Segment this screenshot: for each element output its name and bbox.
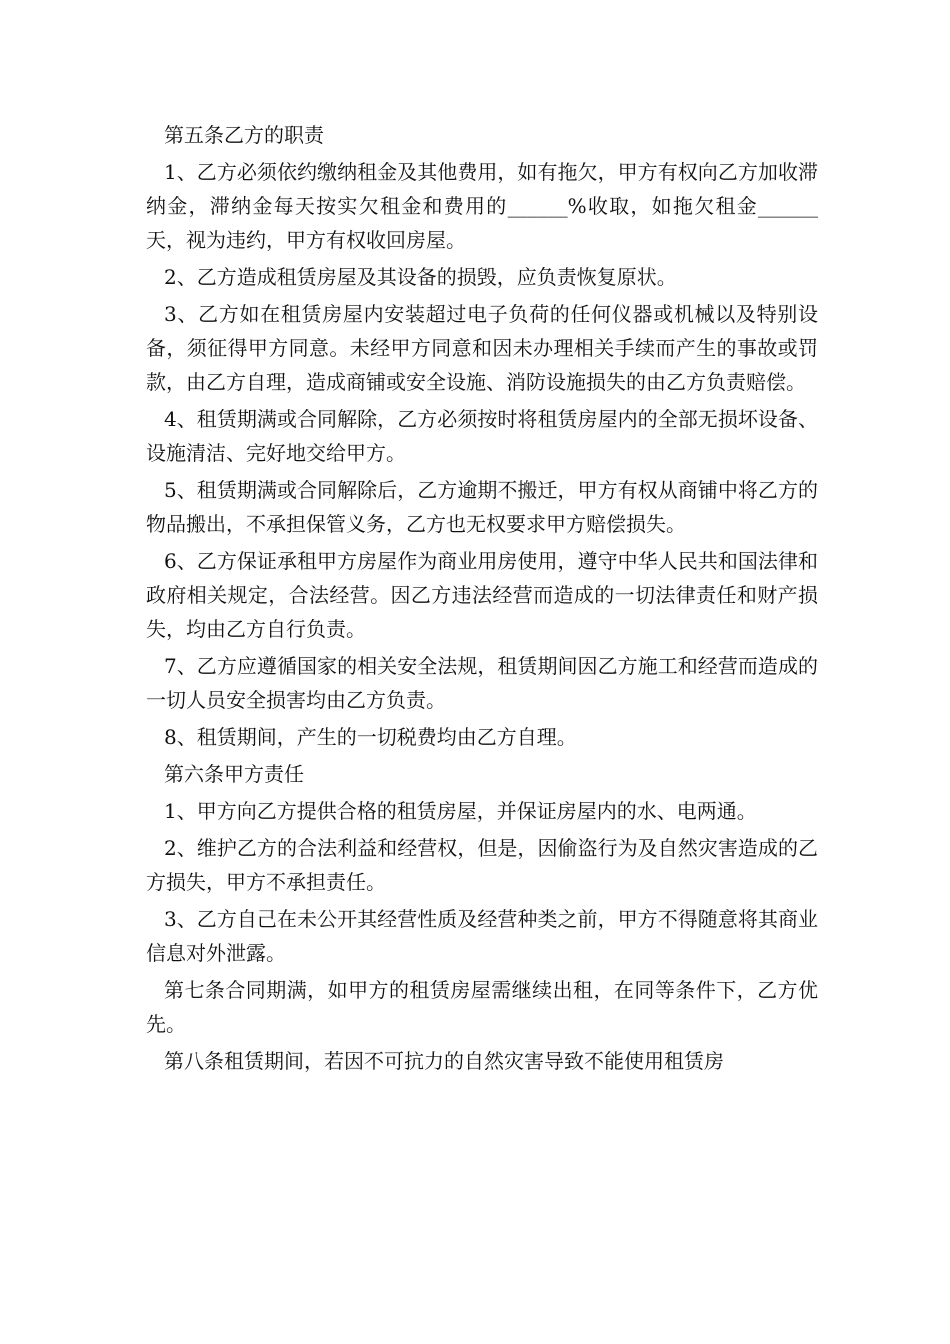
clause-6-2: 2、维护乙方的合法利益和经营权，但是，因偷盗行为及自然灾害造成的乙方损失，甲方不承担责任。 [146,836,818,894]
clause-5-6: 6、乙方保证承租甲方房屋作为商业用房使用，遵守中华人民共和国法律和政府相关规定，合法经营。因乙方违法经营而造成的一切法律责任和财产损失，均由乙方自行负责。 [146,549,818,641]
clause-5-4: 4、租赁期满或合同解除，乙方必须按时将租赁房屋内的全部无损坏设备、设施清洁、完好地交给甲方。 [146,407,818,465]
document-body [146,118,818,1081]
clause-5-8: 8、租赁期间，产生的一切税费均由乙方自理。 [164,725,577,749]
clause-5-5: 5、租赁期满或合同解除后，乙方逾期不搬迁，甲方有权从商铺中将乙方的物品搬出，不承担保管义务，乙方也无权要求甲方赔偿损失。 [146,478,818,536]
clause-5-7: 7、乙方应遵循国家的相关安全法规，租赁期间因乙方施工和经营而造成的一切人员安全损害均由乙方负责。 [146,654,818,712]
clause-5-2: 2、乙方造成租赁房屋及其设备的损毁，应负责恢复原状。 [164,265,677,289]
section-heading-article-6: 第六条甲方责任 [164,762,304,786]
section-heading-article-5: 第五条乙方的职责 [164,123,324,147]
clause-5-3: 3、乙方如在租赁房屋内安装超过电子负荷的任何仪器或机械以及特别设备，须征得甲方同意。未经甲方同意和因未办理相关手续而产生的事故或罚款，由乙方自理，造成商铺或安全设施、消防设施损失的由乙方负责赔偿。 [146,302,818,394]
article-7-paragraph: 第七条合同期满，如甲方的租赁房屋需继续出租，在同等条件下，乙方优先。 [146,978,818,1036]
article-8-paragraph: 第八条租赁期间，若因不可抗力的自然灾害导致不能使用租赁房 [164,1049,724,1073]
clause-6-1: 1、甲方向乙方提供合格的租赁房屋，并保证房屋内的水、电两通。 [164,799,757,823]
clause-6-3: 3、乙方自己在未公开其经营性质及经营种类之前，甲方不得随意将其商业信息对外泄露。 [146,907,818,965]
clause-5-1: 1、乙方必须依约缴纳租金及其他费用，如有拖欠，甲方有权向乙方加收滞纳金，滞纳金每天按实欠租金和费用的______%收取，如拖欠租金______天，视为违约，甲方有权收回房屋。 [146,160,818,252]
